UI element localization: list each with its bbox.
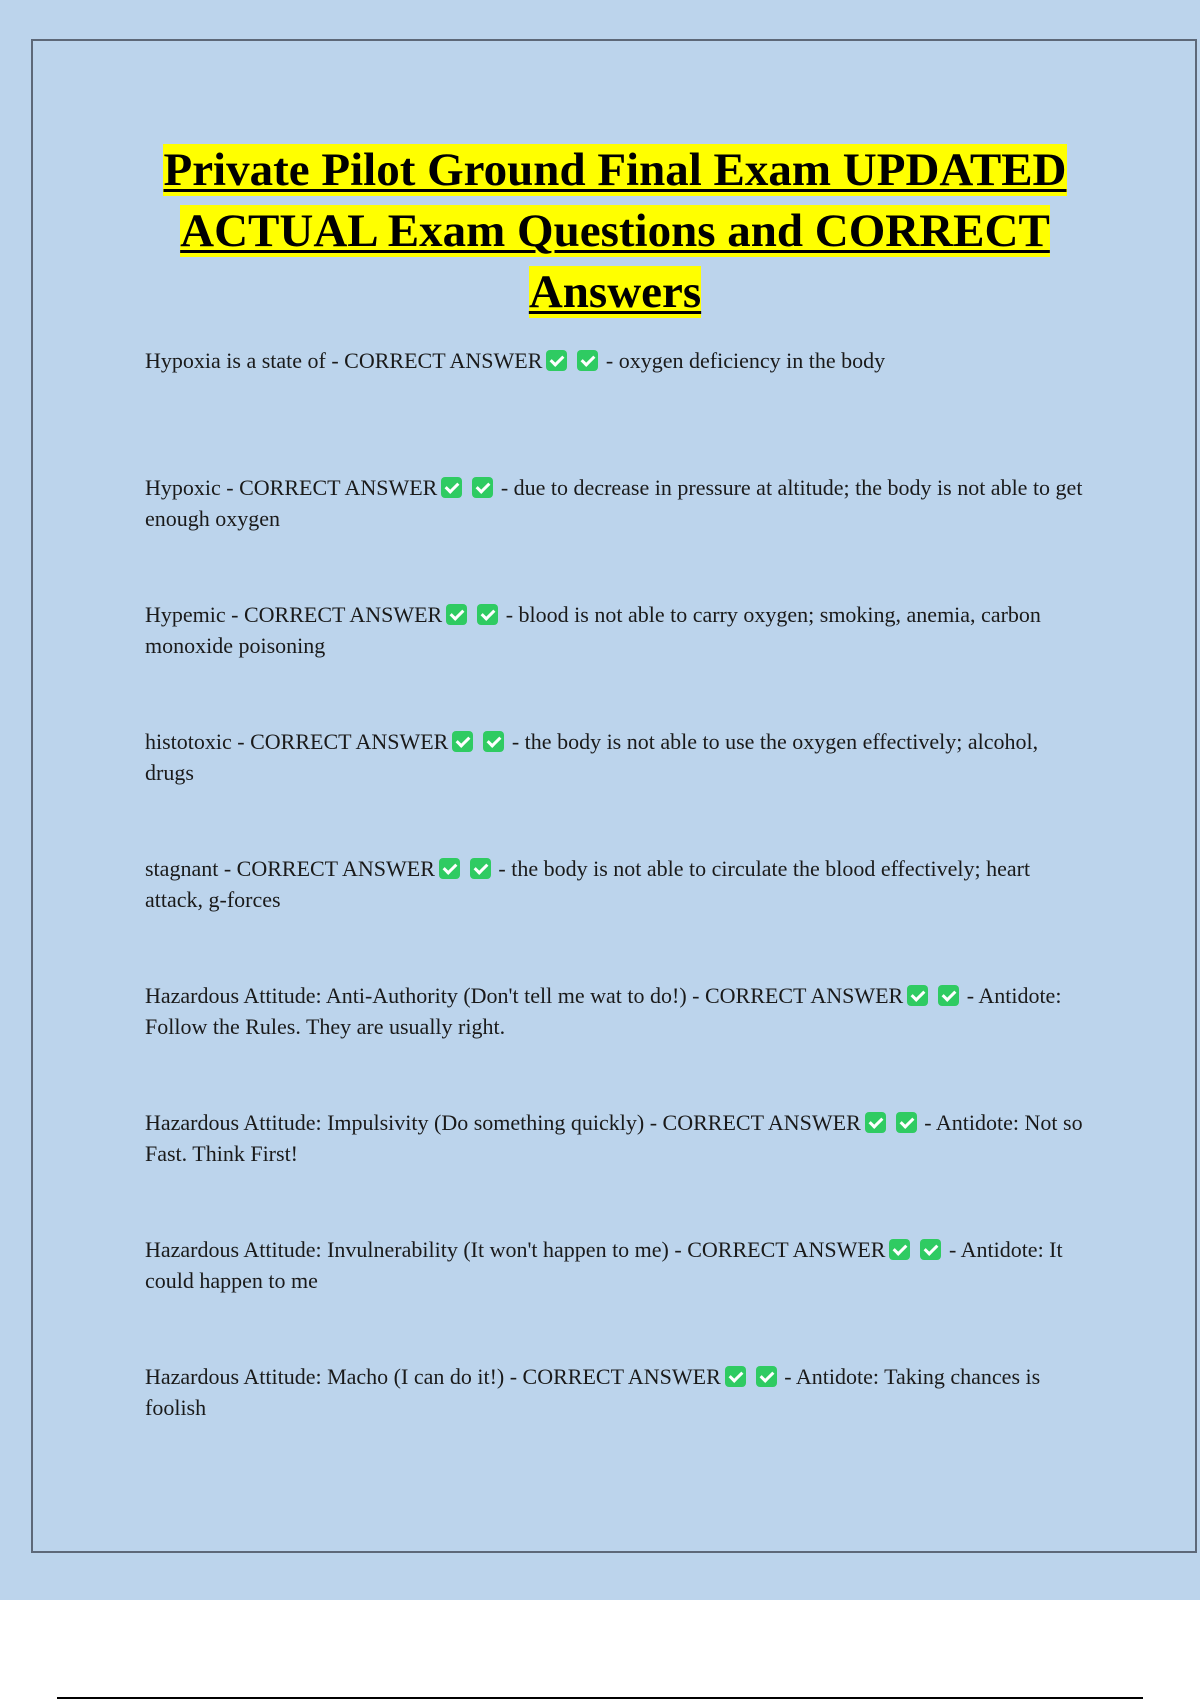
qa-item <box>145 472 1085 599</box>
qa-answer: - Antidote: Follow the Rules. They are usually right. <box>145 983 1062 1039</box>
check-mark-icon <box>477 604 498 625</box>
qa-answer: - due to decrease in pressure at altitude; the body is not able to get enough oxygen <box>145 475 1083 531</box>
qa-item <box>145 599 1085 726</box>
qa-question: Hypoxic - <box>145 475 240 500</box>
qa-item <box>145 1361 1085 1488</box>
qa-item <box>145 1107 1085 1234</box>
check-mark-icon <box>441 477 462 498</box>
qa-question: Hazardous Attitude: Invulnerability (It won't happen to me) - <box>145 1237 688 1262</box>
qa-question: Hypemic - <box>145 602 244 627</box>
check-mark-icon <box>725 1366 746 1387</box>
qa-question: Hypoxia is a state of - <box>145 348 345 373</box>
correct-answer-label: CORRECT ANSWER <box>243 602 443 627</box>
document-title <box>110 140 1120 323</box>
qa-answer: - oxygen deficiency in the body <box>600 348 886 373</box>
check-mark-icon <box>470 858 491 879</box>
qa-item <box>145 726 1085 853</box>
qa-item <box>145 853 1085 980</box>
correct-answer-label: CORRECT ANSWER <box>236 856 435 881</box>
check-mark-icon <box>920 1239 941 1260</box>
correct-answer-label: CORRECT ANSWER <box>662 1110 861 1135</box>
check-mark-icon <box>439 858 460 879</box>
qa-answer: - the body is not able to use the oxygen effectively; alcohol, drugs <box>145 729 1039 785</box>
footer-rule <box>57 1697 1143 1699</box>
qa-list <box>145 345 1085 1488</box>
correct-answer-label: CORRECT ANSWER <box>522 1364 721 1389</box>
check-mark-icon <box>889 1239 910 1260</box>
check-mark-icon <box>577 350 598 371</box>
qa-question: Hazardous Attitude: Macho (I can do it!) - <box>145 1364 523 1389</box>
qa-answer: - Antidote: Taking chances is foolish <box>145 1364 1041 1420</box>
correct-answer-label: CORRECT ANSWER <box>239 475 438 500</box>
qa-item <box>145 345 1085 472</box>
qa-item <box>145 980 1085 1107</box>
qa-answer: - Antidote: Not so Fast. Think First! <box>145 1110 1083 1166</box>
correct-answer-label: CORRECT ANSWER <box>344 348 543 373</box>
title-line-2: ACTUAL Exam Questions and CORRECT <box>180 205 1050 257</box>
check-mark-icon <box>865 1112 886 1133</box>
qa-answer: - the body is not able to circulate the blood effectively; heart attack, g-forces <box>145 856 1031 912</box>
check-mark-icon <box>896 1112 917 1133</box>
qa-answer: - blood is not able to carry oxygen; smoking, anemia, carbon monoxide poisoning <box>145 602 1041 658</box>
check-mark-icon <box>472 477 493 498</box>
correct-answer-label: CORRECT ANSWER <box>704 983 904 1008</box>
check-mark-icon <box>756 1366 777 1387</box>
correct-answer-label: CORRECT ANSWER <box>250 729 449 754</box>
check-mark-icon <box>452 731 473 752</box>
qa-question: Hazardous Attitude: Impulsivity (Do something quickly) - <box>145 1110 663 1135</box>
title-line-1: Private Pilot Ground Final Exam UPDATED <box>163 144 1067 196</box>
check-mark-icon <box>483 731 504 752</box>
check-mark-icon <box>907 985 928 1006</box>
qa-answer: - Antidote: It could happen to me <box>145 1237 1063 1293</box>
qa-item <box>145 1234 1085 1361</box>
qa-question: histotoxic - <box>145 729 251 754</box>
check-mark-icon <box>938 985 959 1006</box>
correct-answer-label: CORRECT ANSWER <box>687 1237 886 1262</box>
check-mark-icon <box>446 604 467 625</box>
qa-question: stagnant - <box>145 856 237 881</box>
qa-question: Hazardous Attitude: Anti-Authority (Don't tell me wat to do!) - <box>145 983 705 1008</box>
check-mark-icon <box>546 350 567 371</box>
title-line-3: Answers <box>528 266 702 318</box>
